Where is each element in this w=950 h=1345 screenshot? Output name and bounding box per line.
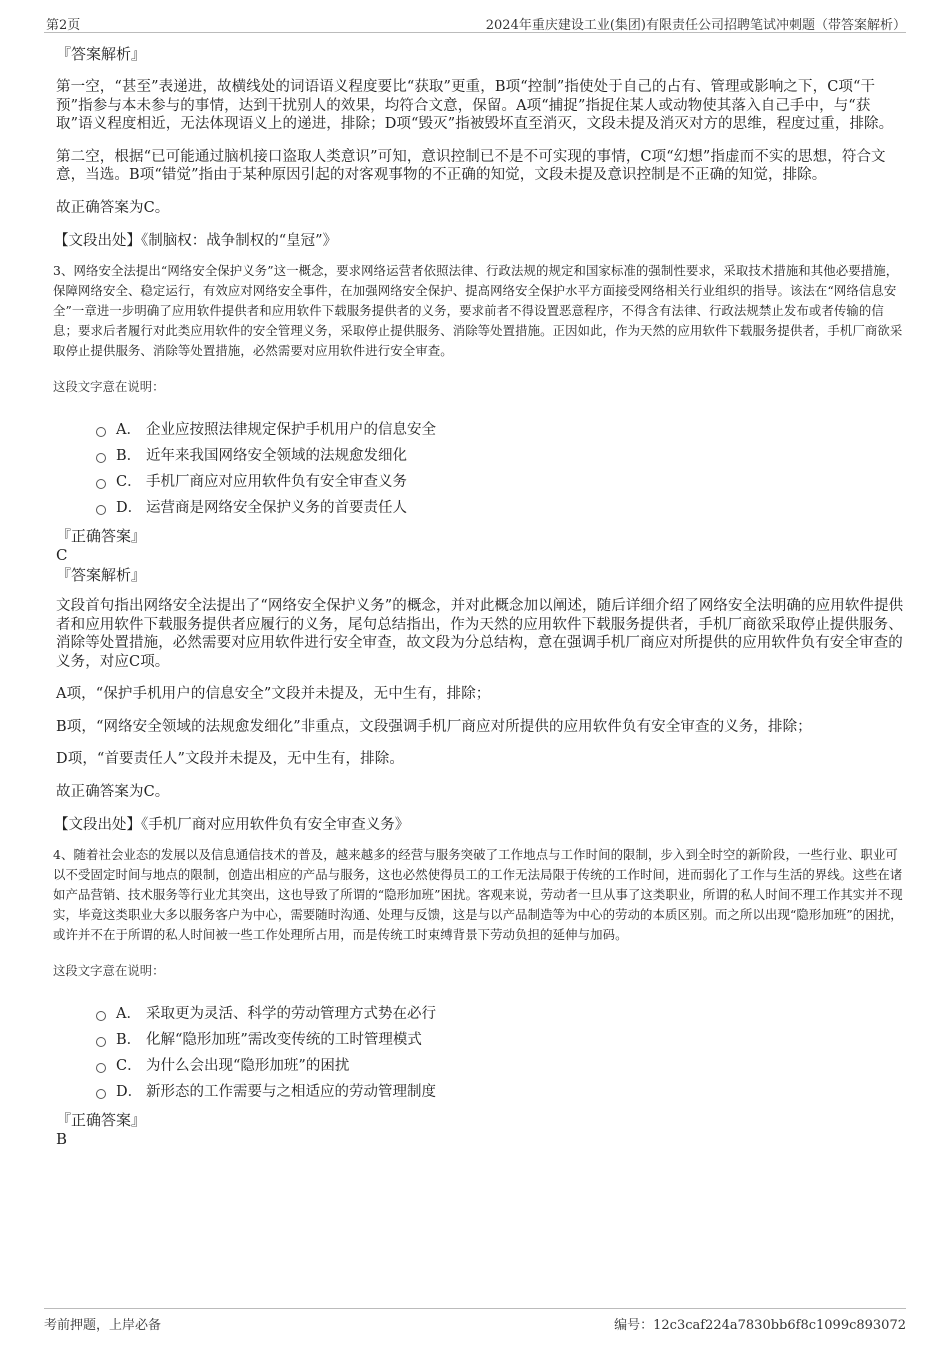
radio-icon[interactable] <box>96 1063 106 1073</box>
option-text: 运营商是网络安全保护义务的首要责任人 <box>146 500 407 516</box>
page-content <box>53 44 906 1150</box>
q3-analysis-paragraph-b: B项，“网络安全领域的法规愈发细化”非重点，文段强调手机厂商应对所提供的应用软件负有安全审查的义务，排除； <box>56 718 812 735</box>
option-text: 手机厂商应对应用软件负有安全审查义务 <box>146 474 407 490</box>
page-number: 第2页 <box>46 18 81 33</box>
option-text: 采取更为灵活、科学的劳动管理方式势在必行 <box>146 1006 436 1022</box>
option-letter: C． <box>116 474 142 490</box>
q3-analysis-paragraph-d: D项，“首要责任人”文段并未提及，无中生有，排除。 <box>56 751 404 767</box>
option-letter: A． <box>116 1006 141 1022</box>
option-letter: B． <box>116 1032 142 1048</box>
q4-answer-label: 『正确答案』 <box>56 1111 147 1129</box>
q4-option-b[interactable] <box>96 1027 906 1053</box>
page-header <box>44 12 906 33</box>
option-letter: D． <box>116 1084 143 1100</box>
q2-analysis <box>56 44 906 251</box>
question-4 <box>53 845 906 1148</box>
q3-answer-value: C <box>56 546 68 564</box>
q3-option-a[interactable] <box>96 417 906 443</box>
q4-option-a[interactable] <box>96 1001 906 1027</box>
q4-answer-value: B <box>56 1130 68 1148</box>
q3-source: 【文段出处】《手机厂商对应用软件负有安全审查义务》 <box>54 817 410 833</box>
option-text: 为什么会出现“隐形加班”的困扰 <box>146 1058 350 1074</box>
radio-icon[interactable] <box>96 427 106 437</box>
radio-icon[interactable] <box>96 1089 106 1099</box>
q4-stem: 4、随着社会业态的发展以及信息通信技术的普及，越来越多的经营与服务突破了工作地点与工作时间的限制，步入到全时空的新阶段，一些行业、职业可以不受固定时间与地点的限制，创造出相应的产品与服务，这也必然使得员工的工作无法局限于传统的工作时间，进而弱化了工作与生活的界线。这些在诸如产品营销、技术服务等行业尤其突出，这也导致了所谓的“隐形加班”困扰。客观来说，劳动者一旦从事了这类职业，所谓的私人时间不理工作其实并不现实，毕竟这类职业大多以服务客户为中心，需要随时沟通、处理与反馈，这是与以产品制造等为中心的劳动的本质区别。而之所以出现“隐形加班”的困扰，或许并不在于所谓的私人时间被一些工作处理所占用，而是传统工时束缚背景下劳动负担的延伸与加码。 <box>53 847 903 942</box>
document-title: 2024年重庆建设工业(集团)有限责任公司招聘笔试冲刺题（带答案解析） <box>485 18 906 33</box>
q3-analysis-label: 『答案解析』 <box>56 566 147 584</box>
q2-source: 【文段出处】《制脑权：战争制权的“皇冠”》 <box>54 233 338 249</box>
q3-options <box>96 417 906 521</box>
radio-icon[interactable] <box>96 479 106 489</box>
radio-icon[interactable] <box>96 1011 106 1021</box>
option-text: 新形态的工作需要与之相适应的劳动管理制度 <box>146 1084 436 1100</box>
footer-slogan: 考前押题，上岸必备 <box>44 1318 162 1333</box>
q3-stem: 3、网络安全法提出“网络安全保护义务”这一概念，要求网络运营者依照法律、行政法规的规定和国家标准的强制性要求，采取技术措施和其他必要措施，保障网络安全、稳定运行，有效应对网络安全事件，在加强网络安全保护、提高网络安全保护水平方面接受网络相关行业组织的指导。该法在“网络信息安全”一章进一步明确了应用软件提供者和应用软件下载服务提供者的义务，要求前者不得设置恶意程序，不得含有法律、行政法规禁止发布或者传输的信息；要求后者履行对此类应用软件的安全管理义务，采取停止提供服务、消除等处置措施。正因如此，作为天然的应用软件下载服务提供者，手机厂商欲采取停止提供服务、消除等处置措施，必然需要对应用软件进行安全审查。 <box>53 263 903 358</box>
option-text: 企业应按照法律规定保护手机用户的信息安全 <box>146 422 436 438</box>
option-letter: A． <box>116 422 141 438</box>
q4-prompt: 这段文字意在说明： <box>53 963 165 978</box>
q2-analysis-paragraph-1: 第一空，“甚至”表递进，故横线处的词语语义程度要比“获取”更重，B项“控制”指使处于自己的占有、管理或影响之下，C项“干预”指参与本未参与的事情，达到干扰别人的效果，均符合文意，保留。A项“捕捉”指捉住某人或动物使其落入自己手中，与“获取”语义程度相近，无法体现语义上的递进，排除；D项“毁灭”指被毁坏直至消灭，文段未提及消灭对方的思维，程度过重，排除。 <box>56 79 894 132</box>
q3-analysis-paragraph-a: A项，“保护手机用户的信息安全”文段并未提及，无中生有，排除； <box>56 686 491 702</box>
option-letter: C． <box>116 1058 142 1074</box>
radio-icon[interactable] <box>96 453 106 463</box>
q4-options <box>96 1001 906 1105</box>
option-letter: B． <box>116 448 142 464</box>
option-text: 化解“隐形加班”需改变传统的工时管理模式 <box>146 1032 422 1048</box>
option-letter: D． <box>116 500 143 516</box>
q4-option-d[interactable] <box>96 1079 906 1105</box>
option-text: 近年来我国网络安全领域的法规愈发细化 <box>146 448 407 464</box>
radio-icon[interactable] <box>96 505 106 515</box>
q2-analysis-label: 『答案解析』 <box>56 45 147 63</box>
q3-option-b[interactable] <box>96 443 906 469</box>
q2-analysis-paragraph-2: 第二空，根据“已可能通过脑机接口盗取人类意识”可知，意识控制已不是不可实现的事情，C项“幻想”指虚而不实的思想，符合文意，当选。B项“错觉”指由于某种原因引起的对客观事物的不正确的知觉，文段未提及意识控制是不正确的知觉，排除。 <box>56 148 886 183</box>
q3-option-c[interactable] <box>96 469 906 495</box>
q3-analysis-paragraph-1: 文段首句指出网络安全法提出了“网络安全保护义务”的概念，并对此概念加以阐述，随后详细介绍了网络安全法明确的应用软件提供者和应用软件下载服务提供者应履行的义务，尾句总结指出，作为天然的应用软件下载服务提供者，手机厂商欲采取停止提供服务、消除等处置措施，必然需要对应用软件进行安全审查，故文段为分总结构，意在强调手机厂商应对所提供的应用软件负有安全审查的义务，对应C项。 <box>56 598 904 670</box>
q3-answer-label: 『正确答案』 <box>56 527 147 545</box>
page-footer <box>44 1308 906 1333</box>
q3-analysis-conclusion: 故正确答案为C。 <box>56 783 170 800</box>
q4-option-c[interactable] <box>96 1053 906 1079</box>
q3-prompt: 这段文字意在说明： <box>53 379 165 394</box>
q3-option-d[interactable] <box>96 495 906 521</box>
radio-icon[interactable] <box>96 1037 106 1047</box>
q2-analysis-conclusion: 故正确答案为C。 <box>56 199 170 216</box>
footer-document-id: 编号：12c3caf224a7830bb6f8c1099c893072 <box>614 1318 906 1333</box>
question-3 <box>53 261 906 835</box>
